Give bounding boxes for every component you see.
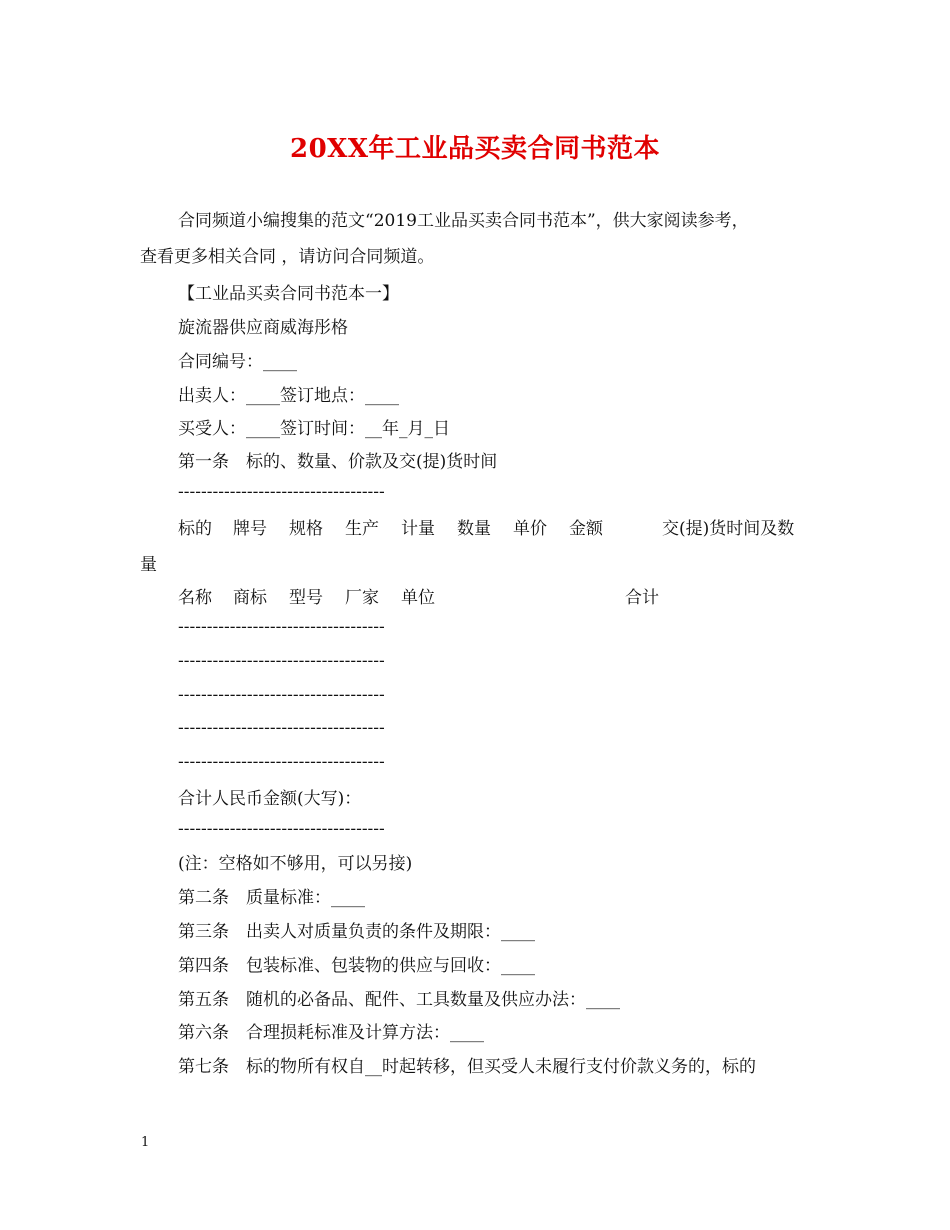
dash-separator: ------------------------------------ bbox=[178, 617, 385, 637]
article-4: 第四条 包装标准、包装物的供应与回收：____ bbox=[178, 956, 535, 976]
table-header-cell: 规格 bbox=[289, 519, 323, 539]
table-header-cell: 生产 bbox=[345, 519, 379, 539]
table-subheader-cell: 名称 bbox=[178, 588, 212, 608]
document-title: 20XX年工业品买卖合同书范本 bbox=[289, 134, 661, 164]
table-header-cell: 数量 bbox=[457, 519, 491, 539]
table-subheader-cell: 型号 bbox=[289, 588, 323, 608]
dash-separator: ------------------------------------ bbox=[178, 819, 385, 839]
table-header-cell: 牌号 bbox=[233, 519, 267, 539]
intro-paragraph-line-1: 合同频道小编搜集的范文“2019工业品买卖合同书范本”，供大家阅读参考， bbox=[178, 211, 749, 231]
intro-paragraph-line-2: 查看更多相关合同 ，请访问合同频道。 bbox=[140, 247, 435, 267]
table-subheader-cell: 商标 bbox=[233, 588, 267, 608]
article-7: 第七条 标的物所有权自__时起转移，但买受人未履行支付价款义务的，标的 bbox=[178, 1057, 756, 1077]
table-header-cell: 标的 bbox=[178, 519, 212, 539]
seller-line: 出卖人：____签订地点：____ bbox=[178, 386, 399, 406]
page-number: 1 bbox=[141, 1135, 150, 1150]
table-subheader-cell: 厂家 bbox=[345, 588, 379, 608]
dash-separator: ------------------------------------ bbox=[178, 685, 385, 705]
dash-separator: ------------------------------------ bbox=[178, 482, 385, 502]
article-6: 第六条 合理损耗标准及计算方法：____ bbox=[178, 1023, 484, 1043]
total-rmb-line: 合计人民币金额(大写)： bbox=[178, 789, 362, 809]
article-2: 第二条 质量标准：____ bbox=[178, 888, 365, 908]
note-line: (注：空格如不够用，可以另接) bbox=[178, 854, 413, 874]
table-header-cell: 金额 bbox=[569, 519, 603, 539]
section-heading: 【工业品买卖合同书范本一】 bbox=[178, 284, 399, 304]
table-header-cell: 交(提)货时间及数 bbox=[662, 519, 795, 539]
table-header-wrap: 量 bbox=[140, 555, 157, 575]
table-subheader-cell: 合计 bbox=[625, 588, 659, 608]
dash-separator: ------------------------------------ bbox=[178, 752, 385, 772]
article-1: 第一条 标的、数量、价款及交(提)货时间 bbox=[178, 452, 498, 472]
article-5: 第五条 随机的必备品、配件、工具数量及供应办法：____ bbox=[178, 990, 620, 1010]
dash-separator: ------------------------------------ bbox=[178, 651, 385, 671]
article-3: 第三条 出卖人对质量负责的条件及期限：____ bbox=[178, 922, 535, 942]
party-line: 旋流器供应商威海彤格 bbox=[178, 318, 348, 338]
buyer-line: 买受人：____签订时间：__年_月_日 bbox=[178, 419, 450, 439]
table-header-cell: 单价 bbox=[513, 519, 547, 539]
table-subheader-cell: 单位 bbox=[401, 588, 435, 608]
table-header-cell: 计量 bbox=[401, 519, 435, 539]
dash-separator: ------------------------------------ bbox=[178, 718, 385, 738]
contract-number-line: 合同编号：____ bbox=[178, 352, 297, 372]
